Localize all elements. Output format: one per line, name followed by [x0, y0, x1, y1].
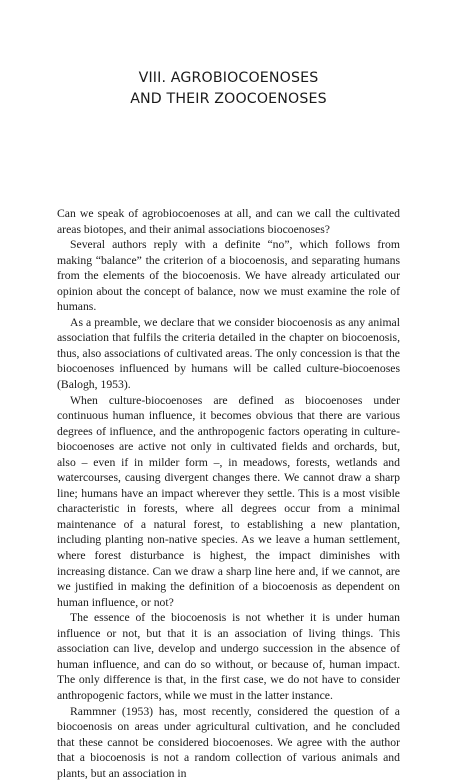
chapter-title-line-2: AND THEIR ZOOCOENOSES	[0, 89, 457, 110]
paragraph-2: Several authors reply with a definite “no”, which follows from making “balance” the criterion of a biocoenosis, and separating humans from the elements of the biocoenosis. We have already articulated our opinion about the concept of balance, now we must examine the role of humans.	[57, 237, 400, 315]
paragraph-4: When culture-biocoenoses are defined as biocoenoses under continuous human influence, it becomes obvious that there are various degrees of influence, and the anthropogenic factors operating in culture-biocoenoses are active not only in cultivated fields and orchards, but, also – even if in milder form –, in meadows, forests, wetlands and watercourses, causing divergent changes there. We cannot draw a sharp line; humans have an impact wherever they settle. This is a most visible characteristic in forests, where all degrees occur from a minimal maintenance of a natural forest, to establishing a new plantation, including planting non-native species. As we leave a human settlement, where forest disturbance is highest, the impact diminishes with increasing distance. Can we draw a sharp line here and, if we cannot, are we justified in making the definition of a biocoenosis as dependent on human influence, or not?	[57, 393, 400, 611]
paragraph-5: The essence of the biocoenosis is not whether it is under human influence or not, but that it is an association of living things. This association can live, develop and undergo succession in the absence of human influence, and can do so without, or because of, human impact. The only difference is that, in the first case, we do not have to consider anthropogenic factors, while we must in the latter instance.	[57, 610, 400, 703]
paragraph-6: Rammner (1953) has, most recently, considered the question of a biocoenosis on areas under agricultural cultivation, and he concluded that these cannot be considered biocoenoses. We agree with the author that a biocoenosis is not a random collection of various animals and plants, but an association in	[57, 704, 400, 781]
paragraph-1: Can we speak of agrobiocoenoses at all, and can we call the cultivated areas biotopes, and their animal associations biocoenoses?	[57, 206, 400, 237]
body-text	[57, 206, 400, 781]
chapter-title-line-1: VIII. AGROBIOCOENOSES	[0, 68, 457, 89]
paragraph-3: As a preamble, we declare that we consider biocoenosis as any animal association that fulfils the criteria detailed in the chapter on biocoenosis, thus, also associations of cultivated areas. The only concession is that the biocoenoses influenced by humans will be called culture-biocoenoses (Balogh, 1953).	[57, 315, 400, 393]
chapter-title	[0, 68, 457, 110]
